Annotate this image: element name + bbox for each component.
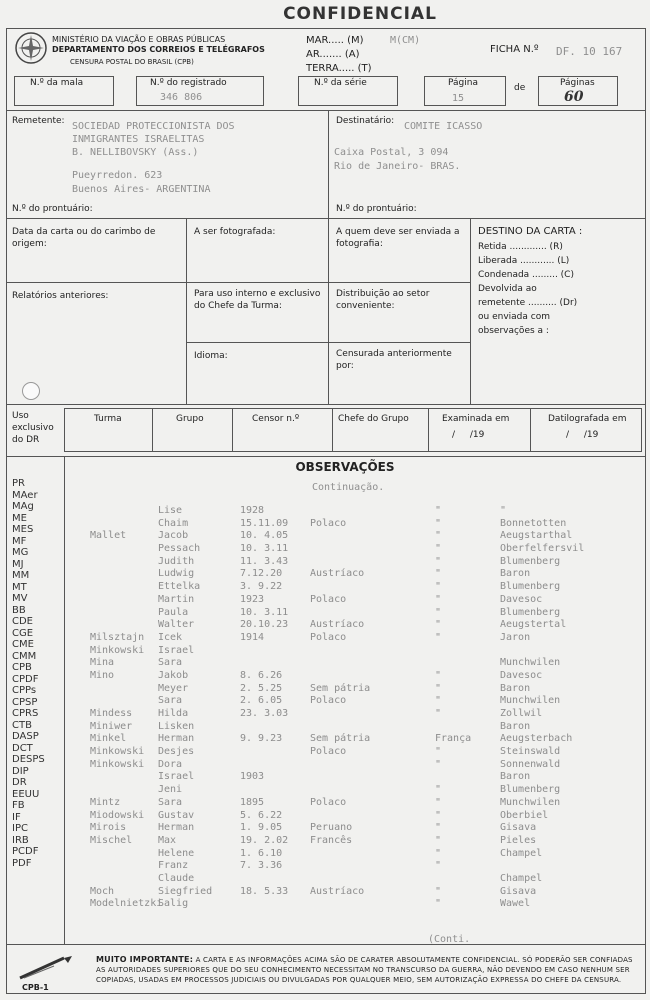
row-mark: França bbox=[435, 733, 472, 745]
row-place: Munchwilen bbox=[500, 657, 561, 669]
row-mark: " bbox=[435, 543, 442, 555]
row-date: 1. 9.05 bbox=[240, 822, 283, 834]
row-place: Munchwilen bbox=[500, 796, 561, 808]
distribution-code: IF bbox=[12, 811, 21, 823]
distribution-code: MAer bbox=[12, 489, 38, 501]
row-surname: Mallet bbox=[90, 530, 127, 542]
row-mark: " bbox=[435, 809, 442, 821]
ficha-number: DF. 10 167 bbox=[556, 45, 623, 58]
row-name: Martin bbox=[158, 593, 195, 605]
serie-label: N.º da série bbox=[314, 78, 367, 88]
row-name: Hilda bbox=[158, 708, 189, 719]
distribution-code: IRB bbox=[12, 834, 29, 846]
row-place: Baron bbox=[500, 771, 531, 783]
continuacao-label: Continuação. bbox=[312, 482, 385, 493]
mala-label: N.º da mala bbox=[30, 78, 84, 88]
destino-condenada: Condenada ......... (C) bbox=[478, 270, 574, 280]
row-date: 2. 5.25 bbox=[240, 682, 283, 694]
route-ar: AR....... (A) bbox=[306, 49, 360, 60]
row-name: Salig bbox=[158, 898, 189, 910]
row-name: Siegfried bbox=[158, 885, 213, 897]
distribution-codes-list bbox=[12, 478, 45, 869]
distribution-code: BB bbox=[12, 604, 26, 616]
remetente-line: SOCIEDAD PROTECCIONISTA DOS bbox=[72, 121, 235, 132]
distribution-code: CDE bbox=[12, 616, 34, 627]
remetente-line: Buenos Aires- ARGENTINA bbox=[72, 184, 211, 195]
row-mark: " bbox=[435, 885, 442, 897]
row-name: Jakob bbox=[158, 669, 189, 681]
quem-enviada-label: A quem deve ser enviada a fotografia: bbox=[336, 227, 460, 249]
distribution-code: DCT bbox=[12, 742, 33, 754]
row-nationality: Sem pátria bbox=[310, 733, 371, 745]
row-place: Aeugstertal bbox=[500, 619, 567, 631]
row-date: 1903 bbox=[240, 771, 265, 783]
row-surname: Moch bbox=[90, 885, 115, 897]
row-mark: " bbox=[435, 847, 442, 859]
rule bbox=[428, 408, 429, 452]
distribution-code: MT bbox=[12, 581, 27, 593]
row-place: Davesoc bbox=[500, 669, 543, 681]
row-mark: " bbox=[435, 581, 442, 593]
row-place: Champel bbox=[500, 872, 543, 884]
row-surname: Minkowski bbox=[90, 758, 145, 770]
distribution-code: ME bbox=[12, 512, 27, 524]
coat-of-arms-emblem bbox=[14, 30, 48, 66]
row-place: Jaron bbox=[500, 631, 531, 643]
row-place: Steinswald bbox=[500, 746, 561, 758]
distribution-code: CPRS bbox=[12, 708, 39, 719]
row-date: 1. 6.10 bbox=[240, 847, 283, 859]
row-place: Zollwil bbox=[500, 708, 543, 719]
pagina-label: Página bbox=[448, 78, 478, 88]
destino-liberada: Liberada ............ (L) bbox=[478, 256, 570, 266]
distribution-code: DESPS bbox=[12, 754, 45, 765]
row-name: Lisken bbox=[158, 720, 195, 732]
distribution-code: IPC bbox=[12, 823, 28, 834]
chefe-grupo-label: Chefe do Grupo bbox=[338, 414, 409, 424]
row-date: 9. 9.23 bbox=[240, 733, 283, 745]
row-place: Baron bbox=[500, 568, 531, 580]
uso-exclusivo-label: Uso exclusivo do DR bbox=[12, 411, 54, 445]
row-date: 15.11.09 bbox=[240, 517, 289, 529]
distribution-code: DIP bbox=[12, 765, 29, 777]
destinatario-prontuario-label: N.º do prontuário: bbox=[336, 204, 417, 214]
row-place: Munchwilen bbox=[500, 695, 561, 707]
registrado-label: N.º do registrado bbox=[150, 78, 227, 88]
pagina-value: 15 bbox=[452, 93, 465, 104]
rule bbox=[6, 282, 470, 283]
row-date: 23. 3.03 bbox=[240, 708, 289, 719]
row-place: Bonnetotten bbox=[500, 517, 567, 529]
route-mark: M(CM) bbox=[390, 35, 421, 46]
row-date: 10. 3.11 bbox=[240, 543, 289, 555]
row-mark: " bbox=[435, 568, 442, 580]
rule bbox=[186, 342, 470, 343]
distribution-code: CPB bbox=[12, 662, 32, 673]
rule bbox=[530, 408, 531, 452]
destinatario-line: COMITE ICASSO bbox=[404, 121, 483, 132]
row-name: Herman bbox=[158, 822, 195, 834]
rule bbox=[470, 218, 471, 404]
row-date: 8. 6.26 bbox=[240, 669, 283, 681]
row-nationality: Austríaco bbox=[310, 885, 365, 897]
row-surname: Mindess bbox=[90, 708, 133, 719]
distribution-code: EEUU bbox=[12, 788, 40, 800]
grupo-label: Grupo bbox=[176, 414, 204, 424]
row-nationality: Polaco bbox=[310, 517, 347, 529]
row-place: Blumenberg bbox=[500, 606, 561, 618]
destino-retida: Retida ............. (R) bbox=[478, 242, 563, 252]
uso-interno-label: Para uso interno e exclusivo do Chefe da Turma: bbox=[194, 289, 321, 311]
distribution-code: CMM bbox=[12, 650, 37, 662]
row-date: 1928 bbox=[240, 505, 265, 516]
row-name: Pessach bbox=[158, 543, 201, 555]
distribution-code: MM bbox=[12, 570, 30, 581]
row-nationality: Polaco bbox=[310, 746, 347, 758]
row-name: Icek bbox=[158, 631, 183, 643]
row-surname: Mirois bbox=[90, 822, 127, 834]
row-mark: " bbox=[435, 898, 442, 910]
row-date: 1895 bbox=[240, 796, 265, 808]
row-place: Oberbiel bbox=[500, 809, 549, 821]
department-name: DEPARTAMENTO DOS CORREIOS E TELÉGRAFOS bbox=[52, 45, 265, 54]
row-name: Jacob bbox=[158, 530, 189, 542]
row-mark: " bbox=[435, 746, 442, 758]
remetente-line: Pueyrredon. 623 bbox=[72, 170, 163, 181]
row-mark: " bbox=[435, 593, 442, 605]
route-terra: TERRA..... (T) bbox=[306, 63, 372, 74]
row-surname: Mintz bbox=[90, 796, 121, 808]
row-mark: " bbox=[435, 695, 442, 707]
row-place: Gisava bbox=[500, 822, 537, 834]
row-date: 3. 9.22 bbox=[240, 581, 283, 593]
rule bbox=[232, 408, 233, 452]
registrado-value: 346 806 bbox=[160, 92, 203, 103]
rule bbox=[6, 944, 646, 945]
row-name: Jeni bbox=[158, 784, 183, 796]
row-mark: " bbox=[435, 530, 442, 542]
row-nationality: Austríaco bbox=[310, 568, 365, 580]
ficha-label: FICHA N.º bbox=[490, 44, 539, 55]
distribution-code: FB bbox=[12, 800, 25, 811]
destino-observacoes: observações a : bbox=[478, 326, 549, 336]
row-place: Wawel bbox=[500, 898, 531, 910]
destino-title: DESTINO DA CARTA : bbox=[478, 226, 583, 237]
confidentiality-notice bbox=[96, 955, 636, 985]
row-name: Sara bbox=[158, 657, 183, 669]
destinatario-line: Rio de Janeiro- BRAS. bbox=[334, 161, 461, 172]
row-name: Israel bbox=[158, 771, 195, 783]
observacoes-title: OBSERVAÇÕES bbox=[295, 460, 395, 474]
relatorios-label: Relatórios anteriores: bbox=[12, 291, 109, 301]
row-surname: Minkel bbox=[90, 733, 127, 745]
row-mark: " bbox=[435, 796, 442, 808]
destinatario-label: Destinatário: bbox=[336, 116, 395, 126]
row-surname: Miodowski bbox=[90, 809, 145, 821]
row-place: Blumenberg bbox=[500, 784, 561, 796]
row-place: Davesoc bbox=[500, 593, 543, 605]
row-name: Chaim bbox=[158, 517, 189, 529]
distribution-code: PDF bbox=[12, 857, 32, 869]
row-place: Blumenberg bbox=[500, 555, 561, 567]
row-date: 10. 3.11 bbox=[240, 606, 289, 618]
row-date: 7.12.20 bbox=[240, 568, 283, 580]
destino-remetente: remetente .......... (Dr) bbox=[478, 298, 578, 308]
row-place: Gisava bbox=[500, 885, 537, 897]
ser-fotografada-label: A ser fotografada: bbox=[194, 227, 276, 237]
rule bbox=[64, 456, 65, 944]
row-name: Gustav bbox=[158, 809, 195, 821]
data-carta-label: Data da carta ou do carimbo de origem: bbox=[12, 227, 156, 249]
distribution-code: MES bbox=[12, 524, 34, 535]
row-surname: Mino bbox=[90, 669, 115, 681]
examinada-label: Examinada em bbox=[442, 414, 510, 424]
row-date: 19. 2.02 bbox=[240, 834, 289, 846]
distribution-code: CGE bbox=[12, 627, 34, 639]
row-name: Lise bbox=[158, 505, 183, 516]
row-date: 1923 bbox=[240, 593, 265, 605]
distribution-code: MF bbox=[12, 535, 27, 547]
turma-label: Turma bbox=[94, 414, 122, 424]
paginas-value: 60 bbox=[564, 89, 584, 105]
rule bbox=[152, 408, 153, 452]
row-date: 18. 5.33 bbox=[240, 885, 289, 897]
rule bbox=[6, 110, 646, 111]
remetente-prontuario-label: N.º do prontuário: bbox=[12, 204, 93, 214]
row-mark: " bbox=[435, 669, 442, 681]
distribution-code: CPSP bbox=[12, 696, 38, 708]
row-mark: " bbox=[435, 682, 442, 694]
row-mark: " bbox=[435, 784, 442, 796]
rule bbox=[332, 408, 333, 452]
distribution-code: PCDF bbox=[12, 846, 39, 857]
rule bbox=[6, 404, 646, 405]
datilografada-date: / /19 bbox=[566, 430, 599, 440]
row-surname: Minkowski bbox=[90, 746, 145, 758]
row-place: Champel bbox=[500, 847, 543, 859]
distribution-code: CPPs bbox=[12, 685, 37, 696]
row-mark: " bbox=[435, 758, 442, 770]
row-name: Ludwig bbox=[158, 568, 195, 580]
rule bbox=[328, 110, 329, 218]
row-nationality: Sem pátria bbox=[310, 682, 371, 694]
row-name: Walter bbox=[158, 619, 195, 631]
distribution-code: MV bbox=[12, 593, 28, 604]
row-place: Aeugsterbach bbox=[500, 733, 573, 745]
row-mark: " bbox=[435, 708, 442, 719]
destino-devolvida: Devolvida ao bbox=[478, 284, 537, 294]
censorship-name: CENSURA POSTAL DO BRASIL (CPB) bbox=[70, 58, 194, 66]
distribution-code: CME bbox=[12, 639, 34, 650]
rule bbox=[186, 218, 187, 404]
row-nationality: Polaco bbox=[310, 695, 347, 707]
remetente-label: Remetente: bbox=[12, 116, 65, 126]
row-place: Baron bbox=[500, 682, 531, 694]
row-place: Baron bbox=[500, 720, 531, 732]
row-name: Paula bbox=[158, 606, 189, 618]
row-name: Judith bbox=[158, 555, 195, 567]
row-surname: Milsztajn bbox=[90, 631, 145, 643]
rule bbox=[6, 456, 646, 457]
row-name: Max bbox=[158, 834, 177, 846]
paginas-label: Páginas bbox=[560, 78, 595, 88]
distribuicao-label: Distribuição ao setor conveniente: bbox=[336, 289, 430, 311]
censor-label: Censor n.º bbox=[252, 414, 300, 424]
document-title: CONFIDENCIAL bbox=[283, 4, 437, 24]
row-name: Sara bbox=[158, 695, 183, 707]
row-name: Ettelka bbox=[158, 581, 201, 593]
rule bbox=[328, 218, 329, 404]
row-place: Sonnenwald bbox=[500, 758, 561, 770]
distribution-code: PR bbox=[12, 478, 25, 489]
row-name: Israel bbox=[158, 644, 195, 656]
row-mark: " bbox=[435, 822, 442, 834]
row-mark: " bbox=[435, 606, 442, 618]
row-date: 10. 4.05 bbox=[240, 530, 289, 542]
punch-hole bbox=[22, 382, 40, 400]
row-name: Desjes bbox=[158, 746, 195, 758]
rule bbox=[6, 218, 646, 219]
row-place: Aeugstarthal bbox=[500, 530, 573, 542]
row-nationality: Peruano bbox=[310, 822, 353, 834]
row-mark: " bbox=[435, 555, 442, 567]
row-name: Meyer bbox=[158, 682, 189, 694]
row-name: Helene bbox=[158, 847, 195, 859]
row-mark: " bbox=[435, 631, 442, 643]
row-surname: Mina bbox=[90, 657, 115, 669]
distribution-code: DASP bbox=[12, 731, 39, 742]
row-place: Blumenberg bbox=[500, 581, 561, 593]
row-place: " bbox=[500, 505, 507, 516]
row-nationality: Francês bbox=[310, 834, 353, 846]
remetente-line: INMIGRANTES ISRAELITAS bbox=[72, 134, 205, 145]
row-name: Dora bbox=[158, 758, 183, 770]
confidentiality-text: A CARTA E AS INFORMAÇÕES ACIMA SÃO DE CARATER ABSOLUTAMENTE CONFIDENCIAL. SÓ PODERÃO SER CONFIADAS AS AUTORIDADES SUPERIORES QUE DO SEU CONHECIMENTO NECESSITAM NO TRANSCURSO DA GUERRA, NÃO DEVENDO EM CASO NENHUM SER COPIADAS, USADAS EM PROCESSOS JUDICIAIS OU DIVULGADAS POR QUALQUER MEIO, SEM AUTORIZAÇÃO EXPRESSA DO CHEFE DA CENSURA. bbox=[96, 956, 633, 984]
row-nationality: Polaco bbox=[310, 796, 347, 808]
row-name: Franz bbox=[158, 860, 189, 872]
form-code: CPB-1 bbox=[22, 983, 49, 992]
row-mark: " bbox=[435, 517, 442, 529]
row-date: 7. 3.36 bbox=[240, 860, 283, 872]
remetente-line: B. NELLIBOVSKY (Ass.) bbox=[72, 147, 199, 158]
de-label: de bbox=[514, 83, 526, 93]
row-date: 5. 6.22 bbox=[240, 809, 283, 821]
row-nationality: Austríaco bbox=[310, 619, 365, 631]
censurada-label: Censurada anteriormente por: bbox=[336, 349, 452, 371]
row-surname: Minkowski bbox=[90, 644, 145, 656]
row-surname: Mischel bbox=[90, 834, 133, 846]
distribution-code: MAg bbox=[12, 501, 34, 512]
row-mark: " bbox=[435, 505, 442, 516]
distribution-code: DR bbox=[12, 777, 27, 788]
row-nationality: Polaco bbox=[310, 631, 347, 643]
destinatario-line: Caixa Postal, 3 094 bbox=[334, 147, 449, 158]
row-mark: " bbox=[435, 860, 442, 872]
distribution-code: CPDF bbox=[12, 673, 39, 685]
row-name: Sara bbox=[158, 796, 183, 808]
row-date: 2. 6.05 bbox=[240, 695, 283, 707]
row-place: Oberfelfersvil bbox=[500, 543, 585, 555]
row-name: Claude bbox=[158, 872, 195, 884]
distribution-code: MG bbox=[12, 547, 29, 558]
row-mark: " bbox=[435, 619, 442, 631]
row-date: 1914 bbox=[240, 631, 265, 643]
row-surname: Miniwer bbox=[90, 720, 133, 732]
row-surname: Modelnietzki bbox=[90, 898, 163, 910]
row-name: Herman bbox=[158, 733, 195, 745]
row-place: Pieles bbox=[500, 834, 537, 846]
important-label: MUITO IMPORTANTE: bbox=[96, 955, 194, 964]
distribution-code: CTB bbox=[12, 719, 32, 731]
distribution-code: MJ bbox=[12, 558, 24, 570]
destino-enviada: ou enviada com bbox=[478, 312, 550, 322]
ministry-name: MINISTÉRIO DA VIAÇÃO E OBRAS PÚBLICAS bbox=[52, 35, 226, 44]
row-date: 11. 3.43 bbox=[240, 555, 289, 567]
row-mark: " bbox=[435, 834, 442, 846]
route-mar: MAR..... (M) bbox=[306, 35, 364, 46]
pen-logo bbox=[16, 954, 76, 980]
row-date: 20.10.23 bbox=[240, 619, 289, 631]
datilografada-label: Datilografada em bbox=[548, 414, 627, 424]
continuation-note: (Conti. bbox=[428, 934, 471, 945]
idioma-label: Idioma: bbox=[194, 351, 228, 361]
examinada-date: / /19 bbox=[452, 430, 485, 440]
row-nationality: Polaco bbox=[310, 593, 347, 605]
